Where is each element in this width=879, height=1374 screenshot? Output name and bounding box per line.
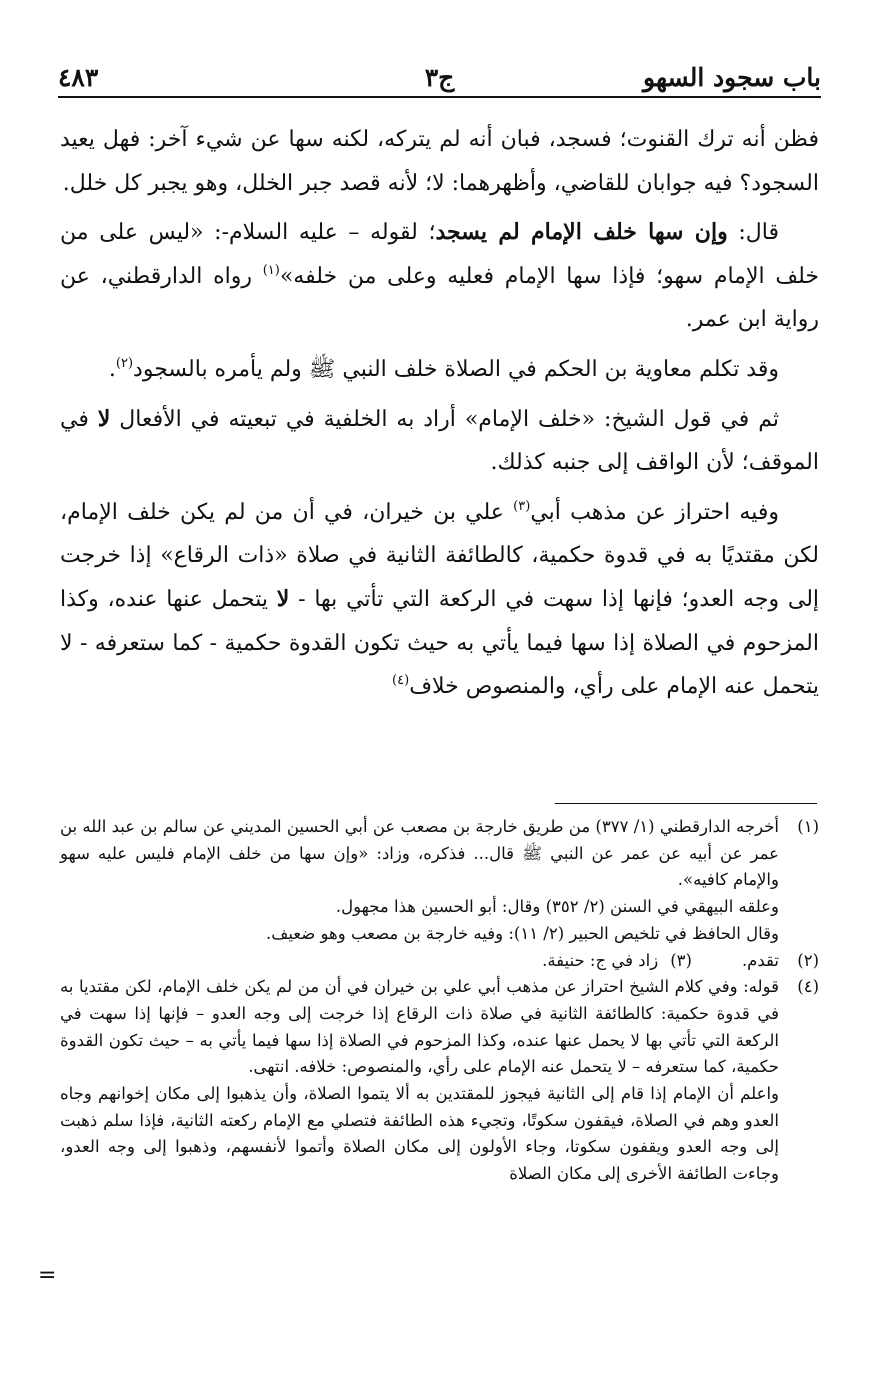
footnote-line: قوله: وفي كلام الشيخ احتراز عن مذهب أبي علي بن خيران في أن من لم يكن خلف الإمام، لكن مقتديا به في قدوة حكمية: كالطائفة الثانية في صلاة ذات الرقاع إذا خرجت إلى وجه العدو – فإنها إذا سهت في الركعة التي تأتي بها لا يحمل عنها عنده، وكذا المزحوم في الصلاة إذا سها فيما يأتي به – حيث تكون القدوة حكمية، كما ستعرفه – لا يتحمل عنه الإمام على رأي، والمنصوص: خلافه. انتهى. xyxy=(60,977,779,1077)
footnote-2-text: تقدم. xyxy=(741,950,779,970)
text-run: ؛ لقوله – عليه السلام-: «ليس على من خلف الإمام سهو؛ فإذا سها الإمام فعليه وعلى من خلفه» xyxy=(60,220,819,289)
footnote-body xyxy=(60,814,779,948)
footnote-ref-2[interactable]: (٢) xyxy=(115,355,134,371)
footnote-number: (٢) xyxy=(797,950,819,970)
paragraph-1: فظن أنه ترك القنوت؛ فسجد، فبان أنه لم يتركه، لكنه سها عن شيء آخر: فهل يعيد السجود؟ فيه جوابان للقاضي، وأظهرهما: لا؛ لأنه قصد جبر الخلل، وهو يجبر كل خلل. xyxy=(60,127,819,196)
footnote-body xyxy=(60,974,779,1188)
paragraph-4 xyxy=(60,398,819,485)
footnote-line: وقال الحافظ في تلخيص الحبير (٢/ ١١): وفيه خارجة بن مصعب وهو ضعيف. xyxy=(266,923,779,943)
footnote-line: أخرجه الدارقطني (١/ ٣٧٧) من طريق خارجة بن مصعب عن أبي الحسين المديني عن سالم بن عبد الله بن عمر عن أبيه عن عمر عن النبي ﷺ قال... فذكره، وزاد: «وإن سها من خلف الإمام فليس عليه سهو والإمام كافيه». xyxy=(60,817,779,890)
bold-matn: لا xyxy=(276,585,290,612)
footnote-number: (٣) xyxy=(670,950,692,970)
footnote-number: (١) xyxy=(797,817,819,836)
footnote-4 xyxy=(60,974,819,1188)
footnote-1 xyxy=(60,814,819,948)
text-run: . xyxy=(108,356,116,382)
footnote-line: وعلقه البيهقي في السنن (٢/ ٣٥٢) وقال: أبو الحسين هذا مجهول. xyxy=(335,897,779,917)
text-run: رواه الدارقطني، عن رواية ابن عمر. xyxy=(60,263,819,333)
text-run: يتحمل عنها عنده، وكذا المزحوم في الصلاة إذا سها فيما يأتي به حيث تكون القدوة حكمية - كما ستعرفه - لا يتحمل عنه الإمام على رأي، والمنصوص خلاف xyxy=(60,586,819,700)
page-number: ٤٨٣ xyxy=(58,63,99,92)
paragraph-5 xyxy=(60,491,819,709)
chapter-title: باب سجود السهو xyxy=(643,63,821,92)
footnote-3-text: زاد في ج: حنيفة. xyxy=(542,950,659,970)
footnote-ref-1[interactable]: (١) xyxy=(262,262,280,278)
paragraph-2 xyxy=(60,211,819,342)
footnote-number: (٤) xyxy=(797,977,819,997)
continuation-mark: = xyxy=(38,1263,57,1288)
paragraph-3 xyxy=(60,348,819,392)
page-header xyxy=(58,52,821,98)
text-run: قال: xyxy=(727,220,780,246)
footnote-ref-3[interactable]: (٣) xyxy=(513,498,531,514)
bold-matn: لا xyxy=(97,405,111,432)
text-run: علي بن خيران، في أن من لم يكن خلف الإمام، لكن مقتديًا به في قدوة حكمية، كالطائفة الثانية في صلاة «ذات الرقاع» إذا خرجت إلى وجه العدو؛ فإنها إذا سهت في الركعة التي تأتي بها - xyxy=(60,499,820,612)
volume-label: ج٣ xyxy=(424,63,455,92)
bold-matn: وإن سها خلف الإمام لم يسجد xyxy=(435,219,728,246)
main-text xyxy=(60,118,819,715)
footnotes xyxy=(60,814,819,1188)
text-run: في الموقف؛ لأن الواقف إلى جنبه كذلك. xyxy=(60,406,819,476)
footnote-2-3-row xyxy=(60,948,819,975)
text-run: وفيه احتراز عن مذهب أبي xyxy=(530,499,779,525)
footnote-ref-4[interactable]: (٤) xyxy=(392,673,410,689)
footnote-line: واعلم أن الإمام إذا قام إلى الثانية فيجوز للمقتدين به ألا يتموا الصلاة، وأن يذهبوا إلى مكان إخوانهم وجاه العدو وهم في الصلاة، فيقفون سكوتًا، وتجيء هذه الطائفة فتصلي مع الإمام ركعته الثانية، فإذا سلم ذهبت إلى وجه العدو ويقفون سكوتا، وجاء الأولون إلى مكان الصلاة وأتموا لأنفسهم، وذهبوا إلى وجه العدو، وجاءت الطائفة الأخرى إلى مكان الصلاة xyxy=(60,1084,779,1184)
text-run: ثم في قول الشيخ: «خلف الإمام» أراد به الخلفية في تبعيته في الأفعال xyxy=(110,406,779,432)
footnote-separator xyxy=(555,803,817,804)
text-run: وقد تكلم معاوية بن الحكم في الصلاة خلف النبي ﷺ ولم يأمره بالسجود xyxy=(133,356,779,382)
